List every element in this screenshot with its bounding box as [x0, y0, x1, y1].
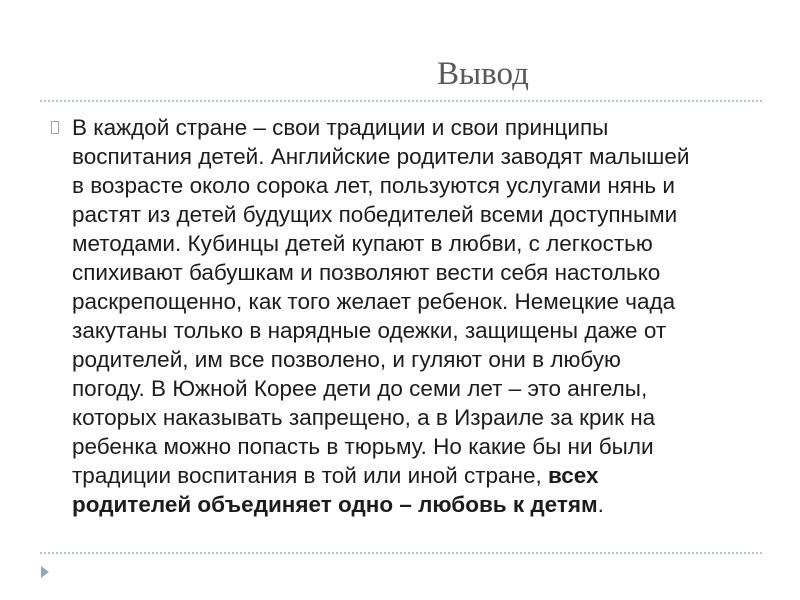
paragraph-line: спихивают бабушкам и позволяют вести себя настолько — [72, 260, 661, 285]
paragraph-text: . — [597, 492, 604, 517]
conclusion-emphasis: всех — [547, 463, 599, 488]
paragraph-line: В каждой стране – свои традиции и свои принципы — [72, 115, 609, 140]
paragraph-text: традиции воспитания в той или иной стране, — [72, 463, 548, 488]
paragraph-line: воспитания детей. Английские родители заводят малышей — [72, 144, 690, 169]
paragraph-line — [72, 461, 689, 490]
paragraph-line: ребенка можно попасть в тюрьму. Но какие бы ни были — [72, 434, 654, 459]
paragraph-line: раскрепощенно, как того желает ребенок. Немецкие чада — [72, 289, 676, 314]
paragraph-line: растят из детей будущих победителей всеми доступными — [72, 202, 678, 227]
title-divider — [40, 100, 762, 102]
paragraph-line: которых наказывать запрещено, а в Израиле за крик на — [72, 405, 656, 430]
paragraph-line: родителей, им все позволено, и гуляют они в любую — [72, 347, 621, 372]
paragraph-line: методами. Кубинцы детей купают в любви, с легкостью — [72, 231, 653, 256]
paragraph-line: в возрасте около сорока лет, пользуются услугами нянь и — [72, 173, 675, 198]
footer-divider — [40, 552, 762, 554]
slide-title: Вывод — [437, 56, 529, 92]
square-bullet-icon — [51, 121, 59, 134]
paragraph-line: закутаны только в нарядные одежки, защищены даже от — [72, 318, 667, 343]
paragraph-line — [72, 490, 689, 519]
paragraph-line: погоду. В Южной Корее дети до семи лет – это ангелы, — [72, 376, 648, 401]
bullet-paragraph — [72, 113, 689, 519]
triangle-nav-icon — [41, 566, 49, 578]
conclusion-emphasis: родителей объединяет одно – любовь к детям — [72, 492, 598, 517]
